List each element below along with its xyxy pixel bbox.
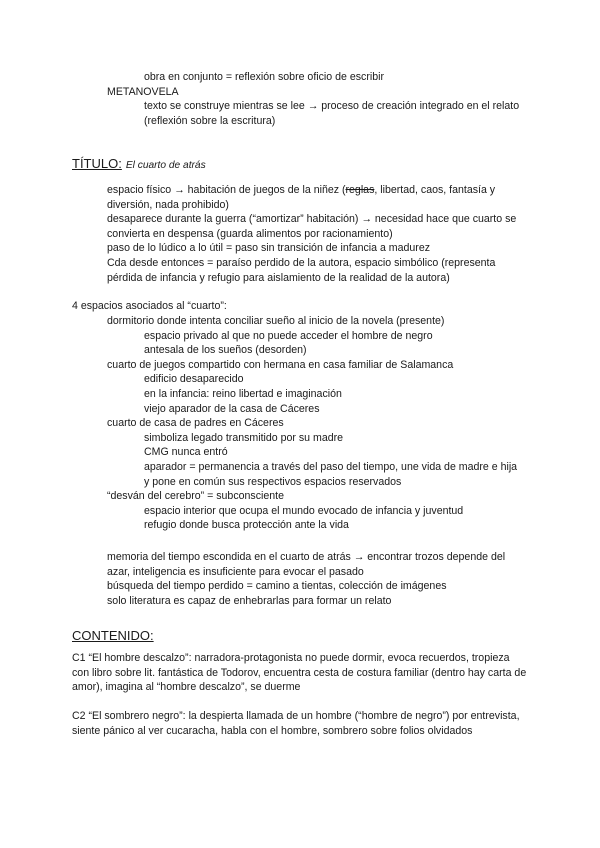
- titulo-label: TÍTULO:: [72, 156, 122, 171]
- contenido-heading: CONTENIDO:: [72, 628, 154, 643]
- list-item: Cda desde entonces = paraíso perdido de la autora, espacio simbólico (representa pérdida de infancia y refugio para aislamiento de la realidad de la autora): [107, 256, 496, 284]
- list-item: desaparece durante la guerra (“amortizar” habitación) → necesidad hace que cuarto se convierta en despensa (guarda alimentos por racionamiento): [107, 213, 517, 240]
- titulo-title: El cuarto de atrás: [125, 160, 206, 171]
- chapter-1-summary: C1 “El hombre descalzo”: narradora-protagonista no puede dormir, evoca recuerdos, tropieza con libro sobre lit. fantástica de Todorov, encuentra cesta de costura familiar (dentro hay carta de amor), imagina al “hombre descalzo”, se duerme: [72, 652, 527, 694]
- list-item: dormitorio donde intenta conciliar sueño al inicio de la novela (presente): [107, 315, 445, 327]
- memoria-list: [0, 550, 600, 608]
- list-item: búsqueda del tiempo perdido = camino a tientas, colección de imágenes: [107, 580, 447, 593]
- list-item: memoria del tiempo escondida en el cuarto de atrás → encontrar trozos depende del azar, inteligencia es insuficiente para evocar el pasado: [107, 551, 506, 578]
- espacios-intro: 4 espacios asociados al “cuarto”:: [72, 300, 227, 312]
- list-item: cuarto de casa de padres en Cáceres: [107, 417, 284, 430]
- list-item: solo literatura es capaz de enhebrarlas para formar un relato: [107, 594, 392, 607]
- list-item: antesala de los sueños (desorden): [144, 344, 307, 357]
- list-item: en la infancia: reino libertad e imaginación: [144, 387, 342, 400]
- list-item: “desván del cerebro” = subconsciente: [107, 490, 284, 503]
- list-item: obra en conjunto = reflexión sobre oficio de escribir: [144, 71, 384, 83]
- list-item: espacio físico → habitación de juegos de la niñez (reglas, libertad, caos, fantasía y diversión, nada prohibido): [107, 184, 496, 211]
- struck-text: reglas: [345, 184, 375, 196]
- top-list: [0, 70, 600, 128]
- list-item: aparador = permanencia a través del paso del tiempo, une vida de madre e hija y pone en común sus respectivos espacios reservados: [144, 460, 518, 488]
- list-item: cuarto de juegos compartido con hermana en casa familiar de Salamanca: [107, 358, 454, 371]
- titulo-list: [0, 183, 600, 285]
- list-item: espacio privado al que no puede acceder el hombre de negro: [144, 329, 433, 342]
- list-item: viejo aparador de la casa de Cáceres: [144, 402, 320, 415]
- list-item: CMG nunca entró: [144, 446, 228, 459]
- list-item: edificio desaparecido: [144, 373, 244, 386]
- chapter-2-summary: C2 “El sombrero negro”: la despierta llamada de un hombre (“hombre de negro”) por entrevista, siente pánico al ver cucaracha, habla con el hombre, sombrero sobre folios olvidados: [72, 710, 520, 737]
- list-item: paso de lo lúdico a lo útil = paso sin transición de infancia a madurez: [107, 242, 431, 255]
- list-item: espacio interior que ocupa el mundo evocado de infancia y juventud: [144, 504, 464, 517]
- list-item: texto se construye mientras se lee → proceso de creación integrado en el relato (reflexión sobre la escritura): [144, 100, 520, 127]
- titulo-heading: [72, 156, 206, 174]
- espacios-list: [0, 314, 600, 533]
- list-item: simboliza legado transmitido por su madre: [144, 431, 344, 444]
- list-item: METANOVELA: [107, 85, 179, 98]
- list-item: refugio donde busca protección ante la vida: [144, 519, 349, 532]
